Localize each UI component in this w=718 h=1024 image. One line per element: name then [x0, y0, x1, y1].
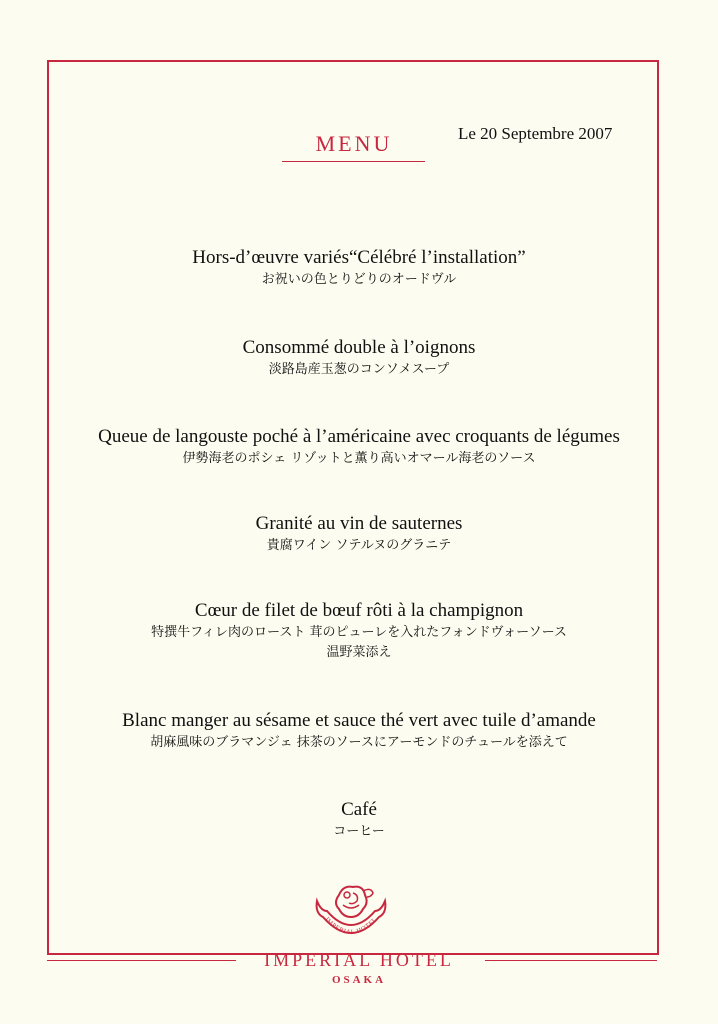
svg-text:IMPERIAL HOTEL: [323, 916, 378, 936]
course-consomme: [0, 336, 718, 380]
emblem-banner-text: IMPERIAL HOTEL: [323, 916, 379, 937]
course-french-name: Café: [341, 799, 377, 820]
imperial-hotel-emblem-logo: [313, 883, 389, 945]
hotel-city: OSAKA: [331, 974, 387, 986]
course-blanc-manger: [0, 709, 718, 753]
course-langouste: [0, 425, 718, 469]
course-japanese-name: 淡路島産玉葱のコンソメスープ: [268, 362, 450, 377]
course-french-name: Granité au vin de sauternes: [255, 513, 463, 534]
footer-rule-left-outer: [47, 960, 214, 961]
course-japanese-name: コーヒー: [333, 824, 385, 839]
course-french-name: Consommé double à l’oignons: [242, 337, 476, 358]
course-cafe: [0, 798, 718, 842]
course-japanese-name: お祝いの色とりどりのオードヴル: [261, 272, 457, 287]
course-french-name: Queue de langouste poché à l’américaine avec croquants de légumes: [98, 426, 620, 447]
course-japanese-name: 特撰牛フィレ肉のロースト 茸のピューレを入れたフォンドヴォーソース: [151, 625, 567, 640]
course-french-name: Blanc manger au sésame et sauce thé vert avec tuile d’amande: [122, 710, 596, 731]
course-granite: [0, 512, 718, 556]
course-japanese-name: 胡麻風味のブラマンジェ 抹茶のソースにアーモンドのチュールを添えて: [150, 735, 568, 750]
menu-title: MENU: [315, 131, 393, 156]
course-japanese-name: 貴腐ワイン ソテルヌのグラニテ: [266, 538, 452, 553]
course-japanese-name: 伊勢海老のポシェ リゾットと薫り高いオマール海老のソース: [182, 451, 536, 466]
course-boeuf: [0, 599, 718, 663]
menu-title-underline: [282, 161, 425, 162]
course-french-name: Hors-d’œuvre variés“Célébré l’installation”: [192, 247, 526, 268]
course-hors-doeuvre: [0, 246, 718, 290]
course-japanese-name-line2: 温野菜添え: [326, 645, 392, 660]
menu-date: Le 20 Septembre 2007: [458, 124, 613, 143]
course-french-name: Cœur de filet de bœuf rôti à la champignon: [194, 600, 524, 621]
hotel-name: IMPERIAL HOTEL: [264, 950, 454, 970]
